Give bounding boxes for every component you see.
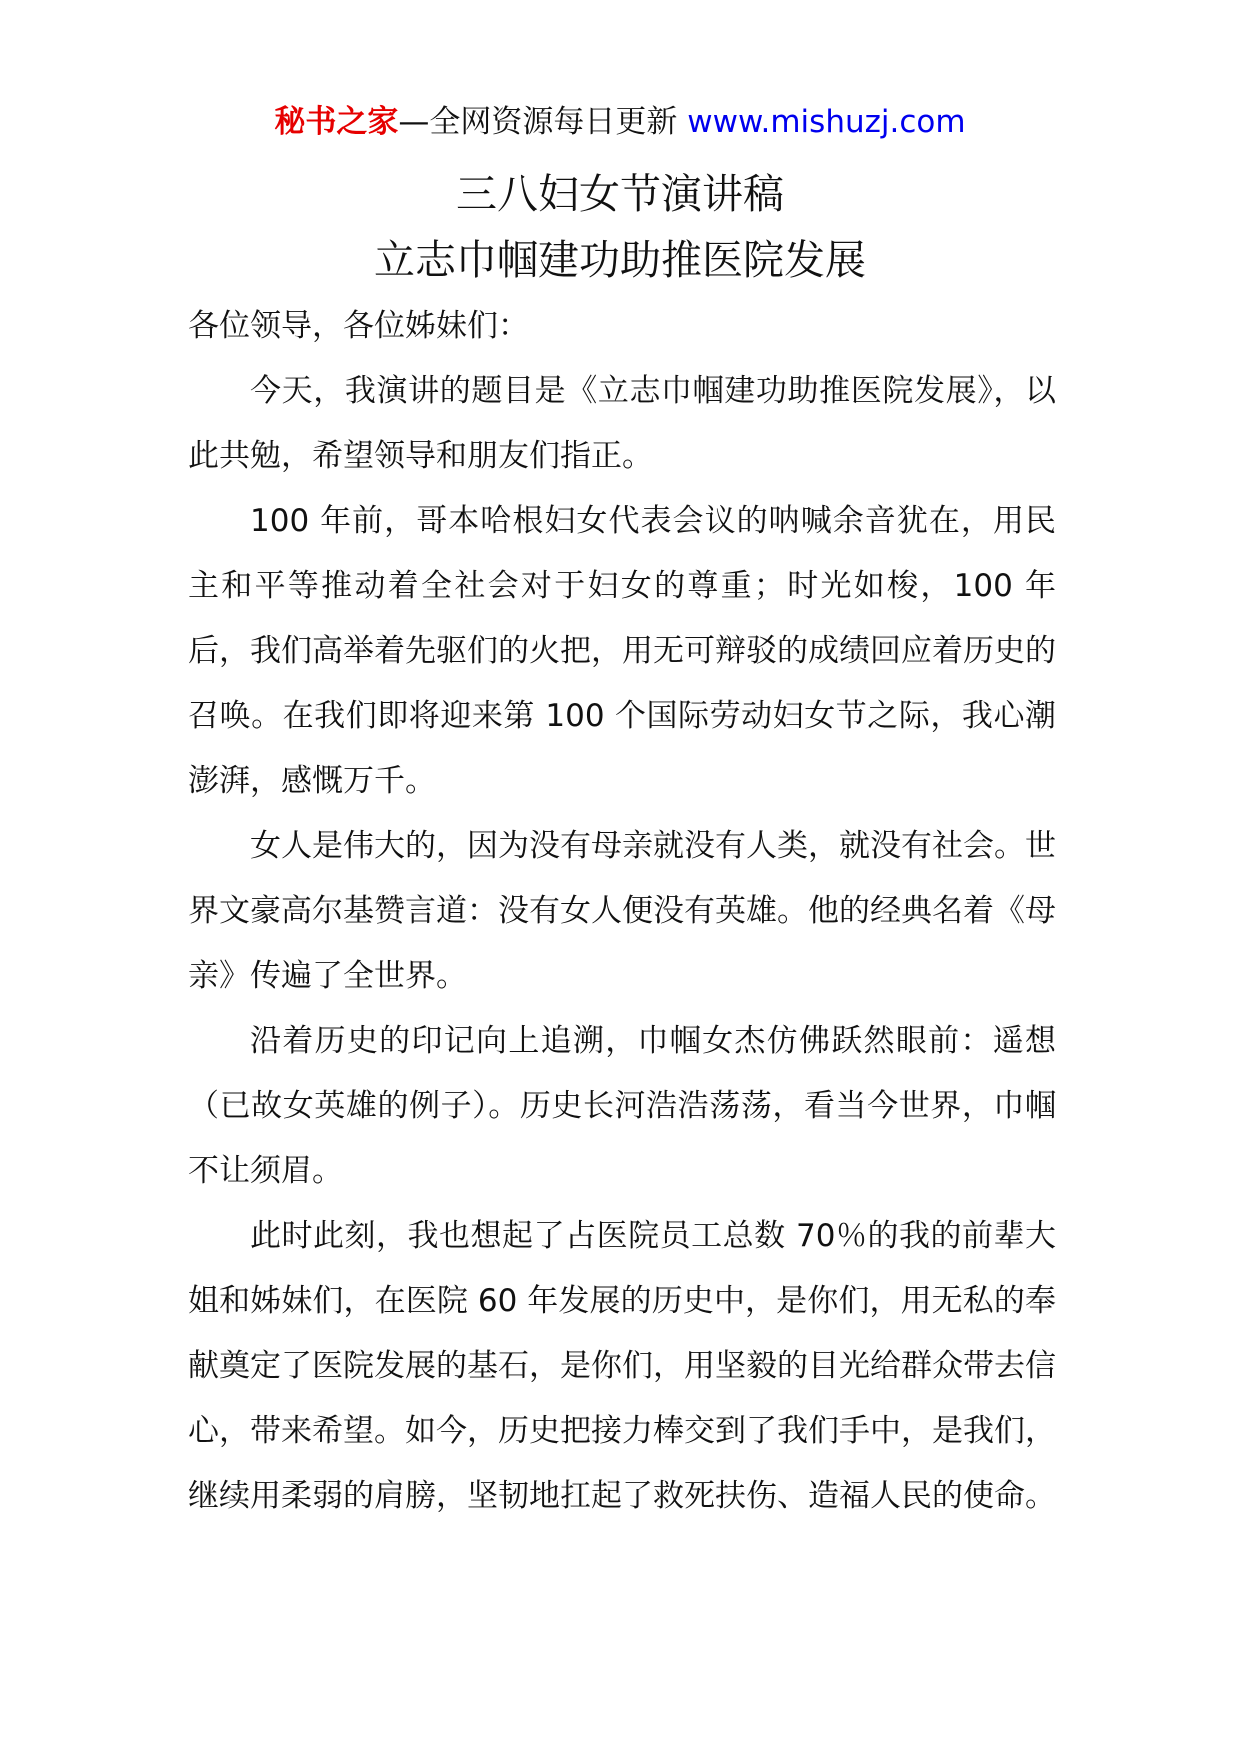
website-link[interactable]: www.mishuzj.com <box>687 104 966 140</box>
paragraph: 女人是伟大的，因为没有母亲就没有人类，就没有社会。世界文豪高尔基赞言道：没有女人便没有英雄。他的经典名着《母亲》传遍了全世界。 <box>188 828 1056 994</box>
document-subtitle: 立志巾帼建功助推医院发展 <box>374 236 866 284</box>
paragraph: 此时此刻，我也想起了占医院员工总数 70％的我的前辈大姐和姊妹们，在医院 60 年发展的历史中，是你们，用无私的奉献奠定了医院发展的基石，是你们，用坚毅的目光给群众带去信心，带来希望。如今，历史把接力棒交到了我们手中，是我们，继续用柔弱的肩膀，坚韧地扛起了救死扶伤、造福人民的使命。 <box>188 1218 1056 1514</box>
paragraph: 100 年前，哥本哈根妇女代表会议的呐喊余音犹在，用民主和平等推动着全社会对于妇女的尊重；时光如梭，100 年后，我们高举着先驱们的火把，用无可辩驳的成绩回应着历史的召唤。在我们即将迎来第 100 个国际劳动妇女节之际，我心潮澎湃，感慨万千。 <box>188 503 1056 799</box>
paragraph: 今天，我演讲的题目是《立志巾帼建功助推医院发展》，以此共勉，希望领导和朋友们指正。 <box>188 373 1056 474</box>
salutation: 各位领导，各位姊妹们： <box>188 308 529 344</box>
header-slogan: —全网资源每日更新 <box>398 104 688 140</box>
brand-name: 秘书之家 <box>274 104 399 140</box>
site-header <box>0 100 1240 144</box>
speech-body <box>188 294 1056 1529</box>
document-title: 三八妇女节演讲稿 <box>456 170 784 218</box>
paragraph: 沿着历史的印记向上追溯，巾帼女杰仿佛跃然眼前：遥想（已故女英雄的例子）。历史长河浩浩荡荡，看当今世界，巾帼不让须眉。 <box>188 1023 1056 1189</box>
